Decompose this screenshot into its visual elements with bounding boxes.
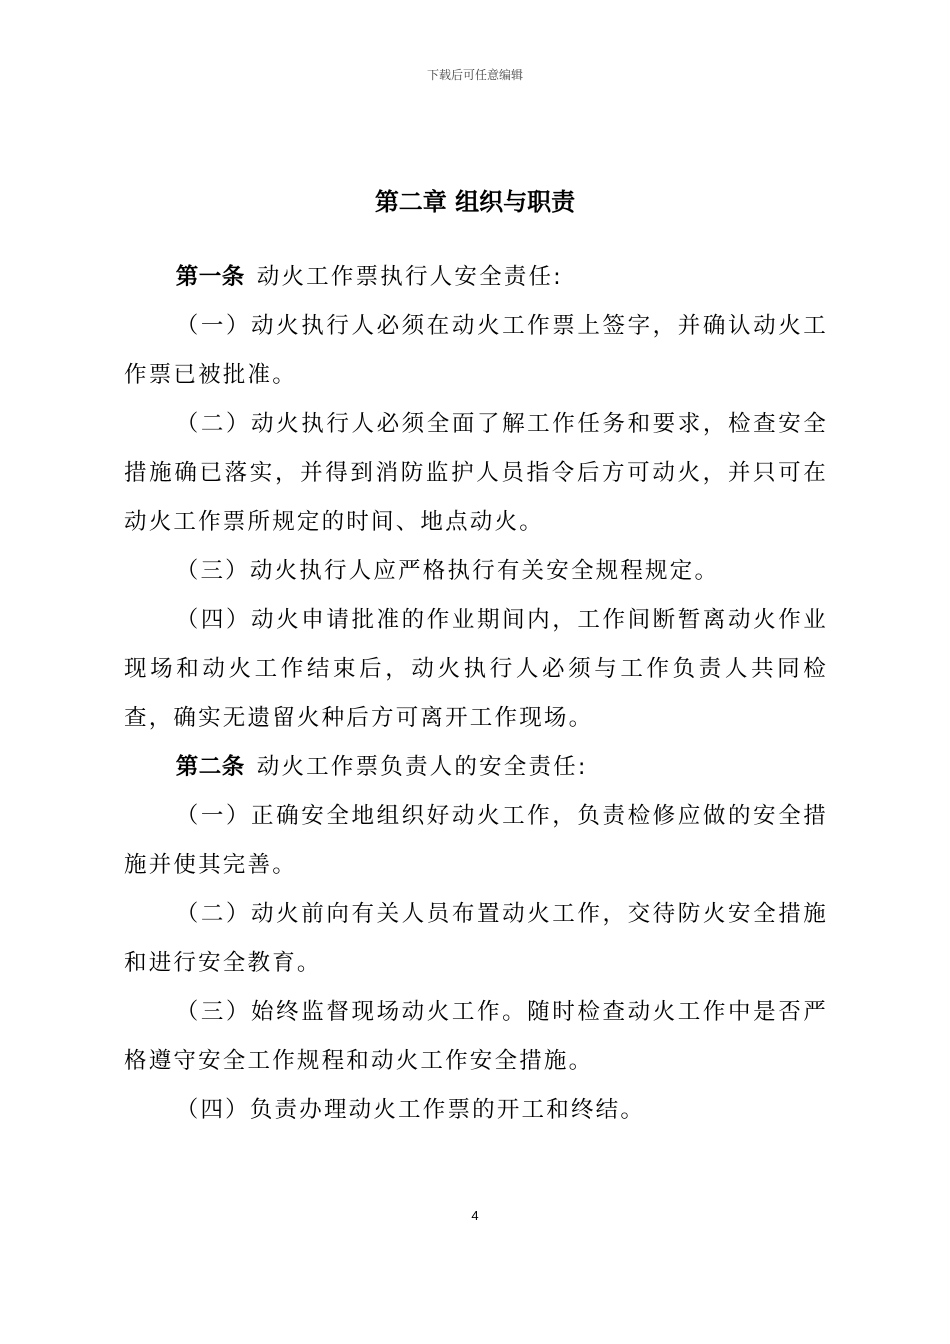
document-body <box>124 253 828 1135</box>
article-1-item-4: （四）动火申请批准的作业期间内，工作间断暂离动火作业现场和动火工作结束后，动火执行人必须与工作负责人共同检查，确实无遗留火种后方可离开工作现场。 <box>124 607 828 731</box>
article-1-item-3: （三）动火执行人应严格执行有关安全规程规定。 <box>175 558 720 584</box>
article-2-item-4: （四）负责办理动火工作票的开工和终结。 <box>175 1097 646 1123</box>
page-number: 4 <box>471 1208 479 1223</box>
article-1-item-2: （二）动火执行人必须全面了解工作任务和要求，检查安全措施确已落实，并得到消防监护人员指令后方可动火，并只可在动火工作票所规定的时间、地点动火。 <box>124 411 828 535</box>
article-2-label: 第二条 <box>175 754 245 780</box>
article-1-heading <box>124 253 828 302</box>
article-2-item-1: （一）正确安全地组织好动火工作，负责检修应做的安全措施并使其完善。 <box>124 803 828 878</box>
article-1-heading-text: 动火工作票执行人安全责任: <box>256 264 563 290</box>
article-2-heading-text: 动火工作票负责人的安全责任: <box>256 754 588 780</box>
article-2-heading <box>124 743 828 792</box>
article-2-item-3: （三）始终监督现场动火工作。随时检查动火工作中是否严格遵守安全工作规程和动火工作安全措施。 <box>124 999 828 1074</box>
article-1-label: 第一条 <box>175 264 245 290</box>
header-note: 下载后可任意编辑 <box>426 68 523 82</box>
article-2-item-2: （二）动火前向有关人员布置动火工作，交待防火安全措施和进行安全教育。 <box>124 901 828 976</box>
chapter-title: 第二章 组织与职责 <box>374 188 576 216</box>
article-1-item-1: （一）动火执行人必须在动火工作票上签字，并确认动火工作票已被批准。 <box>124 313 828 388</box>
